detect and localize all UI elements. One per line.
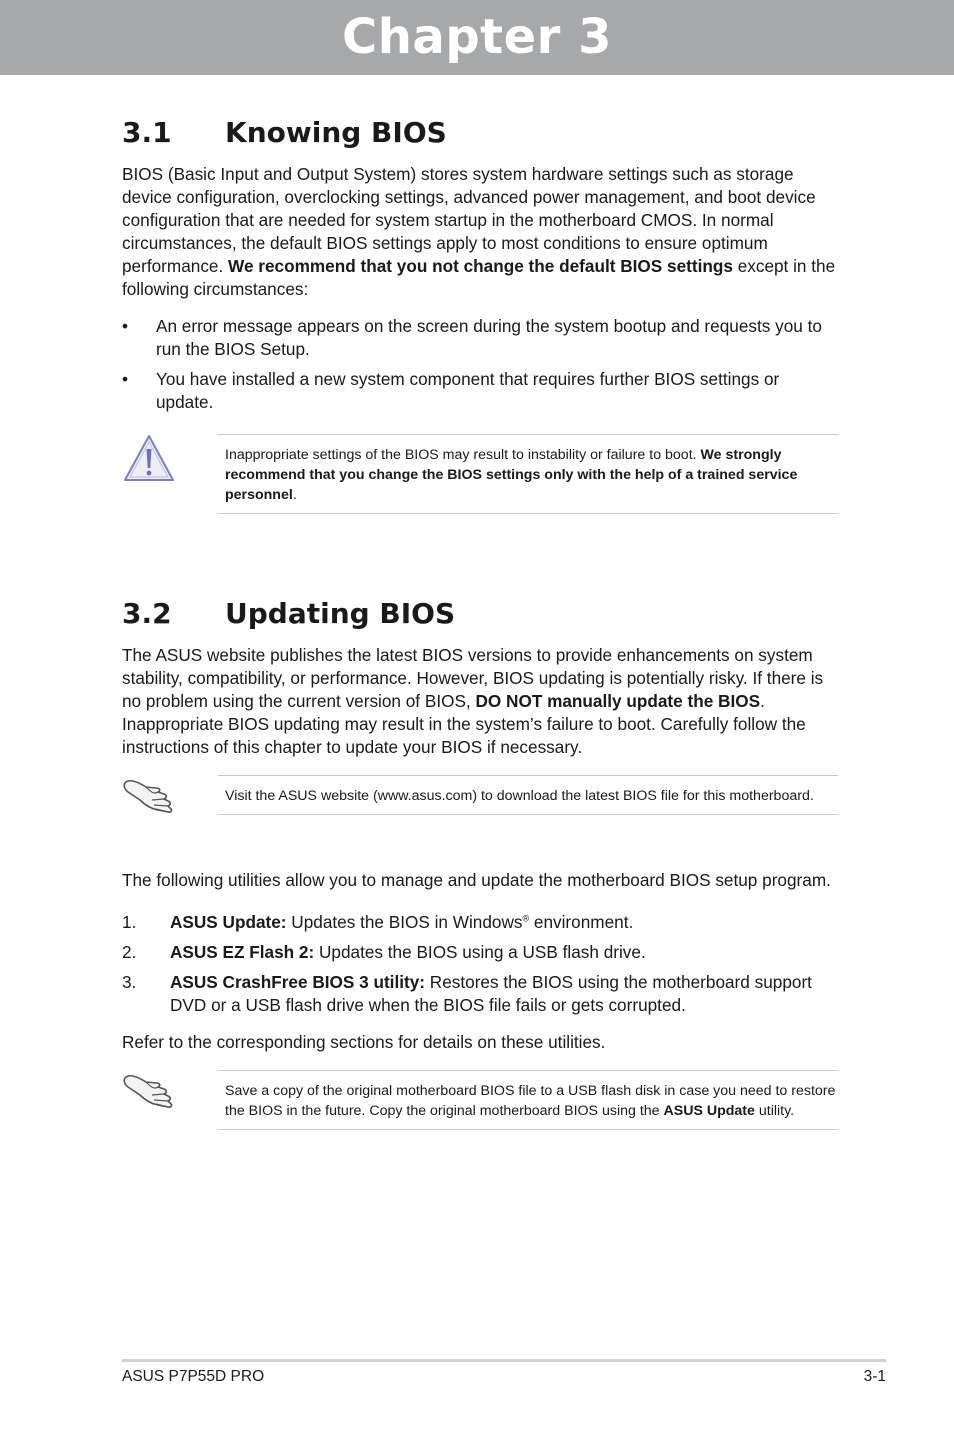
bullet-text: You have installed a new system component that requires further BIOS settings or update.: [156, 369, 780, 412]
list-text: [170, 941, 838, 964]
utilities-outro: Refer to the corresponding sections for details on these utilities.: [122, 1032, 606, 1052]
section-title: Knowing BIOS: [225, 116, 447, 149]
warning-text: .: [292, 487, 297, 503]
list-number: 3.: [122, 972, 137, 992]
list-text: [170, 911, 838, 934]
list-desc: environment.: [529, 912, 634, 932]
bullet-text: An error message appears on the screen during the system bootup and requests you to run the BIOS Setup.: [156, 316, 822, 359]
section-number: 3.2: [122, 597, 172, 630]
footer-page-number: 3-1: [863, 1368, 886, 1385]
list-term: ASUS CrashFree BIOS 3 utility:: [170, 972, 426, 992]
pointing-hand-icon: [122, 774, 180, 821]
list-item: [122, 911, 838, 934]
section-3-1-paragraph: [122, 163, 838, 301]
pointing-hand-icon: [122, 1069, 180, 1116]
chapter-title: Chapter 3: [342, 9, 612, 65]
paragraph-emphasis: DO NOT manually update the BIOS: [475, 691, 761, 711]
list-number: 1.: [122, 912, 137, 932]
warning-triangle-icon: [122, 432, 176, 489]
paragraph-text: BIOS (Basic Input and Output System) stores system hardware settings such as storage device configuration, overclocking settings, advanced power management, and boot device configuration that are needed for system startup in the motherboard CMOS. In normal circumstances, the default BIOS settings apply to most conditions to ensure optimum performance.: [122, 164, 816, 276]
paragraph-text: The ASUS website publishes the latest BIOS versions to provide enhancements on system stability, compatibility, or performance. However, BIOS updating is potentially risky. If there is no problem using the current version of BIOS,: [122, 645, 824, 711]
list-desc: Updates the BIOS in Windows: [286, 912, 523, 932]
note-text: utility.: [754, 1103, 795, 1119]
paragraph-text: except in the following circumstances:: [122, 256, 836, 299]
utilities-intro: The following utilities allow you to manage and update the motherboard BIOS setup program.: [122, 870, 831, 890]
note-emphasis: ASUS Update: [663, 1103, 755, 1119]
bullet-mark: •: [122, 316, 129, 336]
list-desc: Updates the BIOS using a USB flash drive.: [314, 942, 646, 962]
list-item: [122, 971, 838, 1017]
list-term: ASUS EZ Flash 2:: [170, 942, 315, 962]
section-number: 3.1: [122, 116, 172, 149]
bullet-item: [122, 368, 838, 414]
bullet-item: [122, 315, 838, 361]
section-3-2-heading: [122, 597, 455, 630]
note-text: Save a copy of the original motherboard BIOS file to a USB flash disk in case you need to restore the BIOS in the future. Copy the original motherboard BIOS using the: [225, 1083, 836, 1119]
list-number: 2.: [122, 942, 137, 962]
section-3-2-paragraph: [122, 644, 838, 759]
warning-text: Inappropriate settings of the BIOS may result to instability or failure to boot.: [225, 447, 701, 463]
footer-divider: [122, 1359, 886, 1362]
warning-emphasis: We strongly recommend that you change the BIOS settings only with the help of a trained service personnel: [225, 447, 798, 503]
note-box: [218, 1070, 838, 1130]
list-text: [170, 971, 838, 1017]
bullet-mark: •: [122, 369, 129, 389]
section-title: Updating BIOS: [225, 597, 456, 630]
section-3-1-heading: [122, 116, 447, 149]
chapter-banner: [0, 0, 954, 75]
footer-product: ASUS P7P55D PRO: [122, 1368, 265, 1385]
list-desc: Restores the BIOS using the motherboard support DVD or a USB flash drive when the BIOS file fails or gets corrupted.: [170, 972, 812, 1015]
paragraph-emphasis: We recommend that you not change the default BIOS settings: [228, 256, 733, 276]
registered-mark: ®: [522, 913, 530, 924]
list-term: ASUS Update:: [170, 912, 287, 932]
note-box: [218, 775, 838, 815]
list-item: [122, 941, 838, 964]
note-text: Visit the ASUS website (www.asus.com) to download the latest BIOS file for this motherboard.: [225, 788, 814, 804]
warning-box: [218, 434, 838, 514]
paragraph-text: . Inappropriate BIOS updating may result in the system’s failure to boot. Carefully follow the instructions of this chapter to update your BIOS if necessary.: [122, 691, 806, 757]
